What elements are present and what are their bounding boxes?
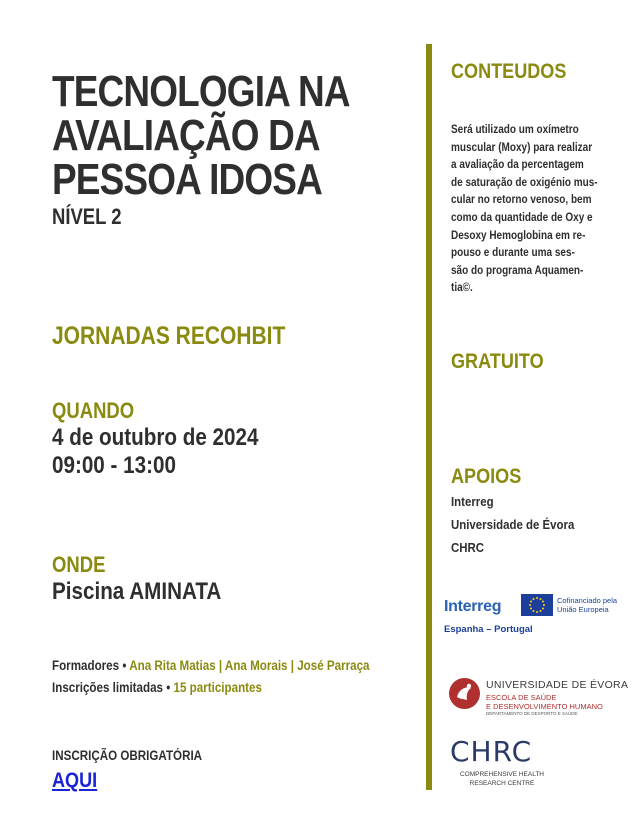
contents-line: pouso e durante uma ses- <box>451 245 575 260</box>
supports-item: CHRC <box>451 540 485 555</box>
contents-line: tia©. <box>451 280 473 295</box>
contents-line: muscular (Moxy) para realizar <box>451 139 593 154</box>
separator: • <box>122 658 127 673</box>
uevora-school-line: ESCOLA DE SAÚDE <box>486 693 557 702</box>
trainers-line <box>52 655 370 677</box>
chrc-subtitle <box>457 770 547 788</box>
chrc-logo <box>450 735 560 791</box>
when-label: QUANDO <box>52 398 135 423</box>
interreg-wordmark: Interreg <box>444 598 502 615</box>
limited-line <box>52 677 370 699</box>
contents-line: Será utilizado um oxímetro <box>451 122 579 136</box>
event-time: 09:00 - 13:00 <box>52 452 176 479</box>
contents-line: de saturação de oxigénio mus- <box>451 174 598 189</box>
uevora-department: DEPARTAMENTO DE DESPORTO E SAÚDE <box>486 711 578 716</box>
supports-list <box>451 490 574 559</box>
interreg-logo <box>444 593 634 635</box>
where-label: ONDE <box>52 552 106 577</box>
uevora-school-line: E DESENVOLVIMENTO HUMANO <box>486 702 603 711</box>
trainers-label: Formadores <box>52 658 120 673</box>
separator: • <box>166 680 171 695</box>
contents-heading: CONTEUDOS <box>451 60 567 83</box>
contents-line: como da quantidade de Oxy e <box>451 209 593 224</box>
supports-item: Universidade de Évora <box>451 517 575 532</box>
registration-block <box>52 748 227 793</box>
title-block <box>52 67 472 230</box>
uevora-school <box>486 693 603 711</box>
eu-caption <box>557 596 617 614</box>
contents-line: são do programa Aquamen- <box>451 262 584 277</box>
where-block <box>52 552 249 606</box>
trainers-block <box>52 655 370 699</box>
limited-label: Inscrições limitadas <box>52 680 163 695</box>
uevora-seal-icon <box>448 677 481 710</box>
uevora-name: UNIVERSIDADE DE ÉVORA <box>486 679 629 691</box>
supports-heading: APOIOS <box>451 465 522 488</box>
title-line-1: TECNOLOGIA NA <box>52 67 350 116</box>
when-block <box>52 398 292 480</box>
registration-link[interactable]: AQUI <box>52 769 98 792</box>
event-name: JORNADAS RECOHBIT <box>52 322 286 350</box>
contents-line: Desoxy Hemoglobina em re- <box>451 227 586 242</box>
trainers-names: Ana Rita Matias | Ana Morais | José Parraça <box>129 658 370 673</box>
uevora-logo <box>448 672 628 722</box>
eu-caption-line: Cofinanciado pela <box>557 596 618 605</box>
limited-count: 15 participantes <box>173 680 262 695</box>
free-label: GRATUITO <box>451 350 544 373</box>
main-title <box>52 67 405 204</box>
eu-flag-icon <box>521 594 553 616</box>
chrc-subtitle-line: COMPREHENSIVE HEALTH <box>459 771 545 778</box>
supports-item: Interreg <box>451 494 494 509</box>
chrc-wordmark: CHRC <box>450 735 533 768</box>
title-line-2: AVALIAÇÃO DA <box>52 111 320 160</box>
title-line-3: PESSOA IDOSA <box>52 155 322 204</box>
contents-line: cular no retorno venoso, bem <box>451 192 592 207</box>
interreg-subtitle: Espanha – Portugal <box>444 624 533 635</box>
eu-caption-line: União Europeia <box>557 605 609 614</box>
chrc-subtitle-line: RESEARCH CENTRE <box>469 780 535 787</box>
contents-text <box>451 121 611 297</box>
event-date: 4 de outubro de 2024 <box>52 424 259 451</box>
registration-label: INSCRIÇÃO OBRIGATÓRIA <box>52 748 203 763</box>
event-place: Piscina AMINATA <box>52 578 222 605</box>
contents-line: a avaliação da percentagem <box>451 157 584 172</box>
vertical-divider <box>426 44 432 790</box>
level-label: NÍVEL 2 <box>52 204 122 229</box>
